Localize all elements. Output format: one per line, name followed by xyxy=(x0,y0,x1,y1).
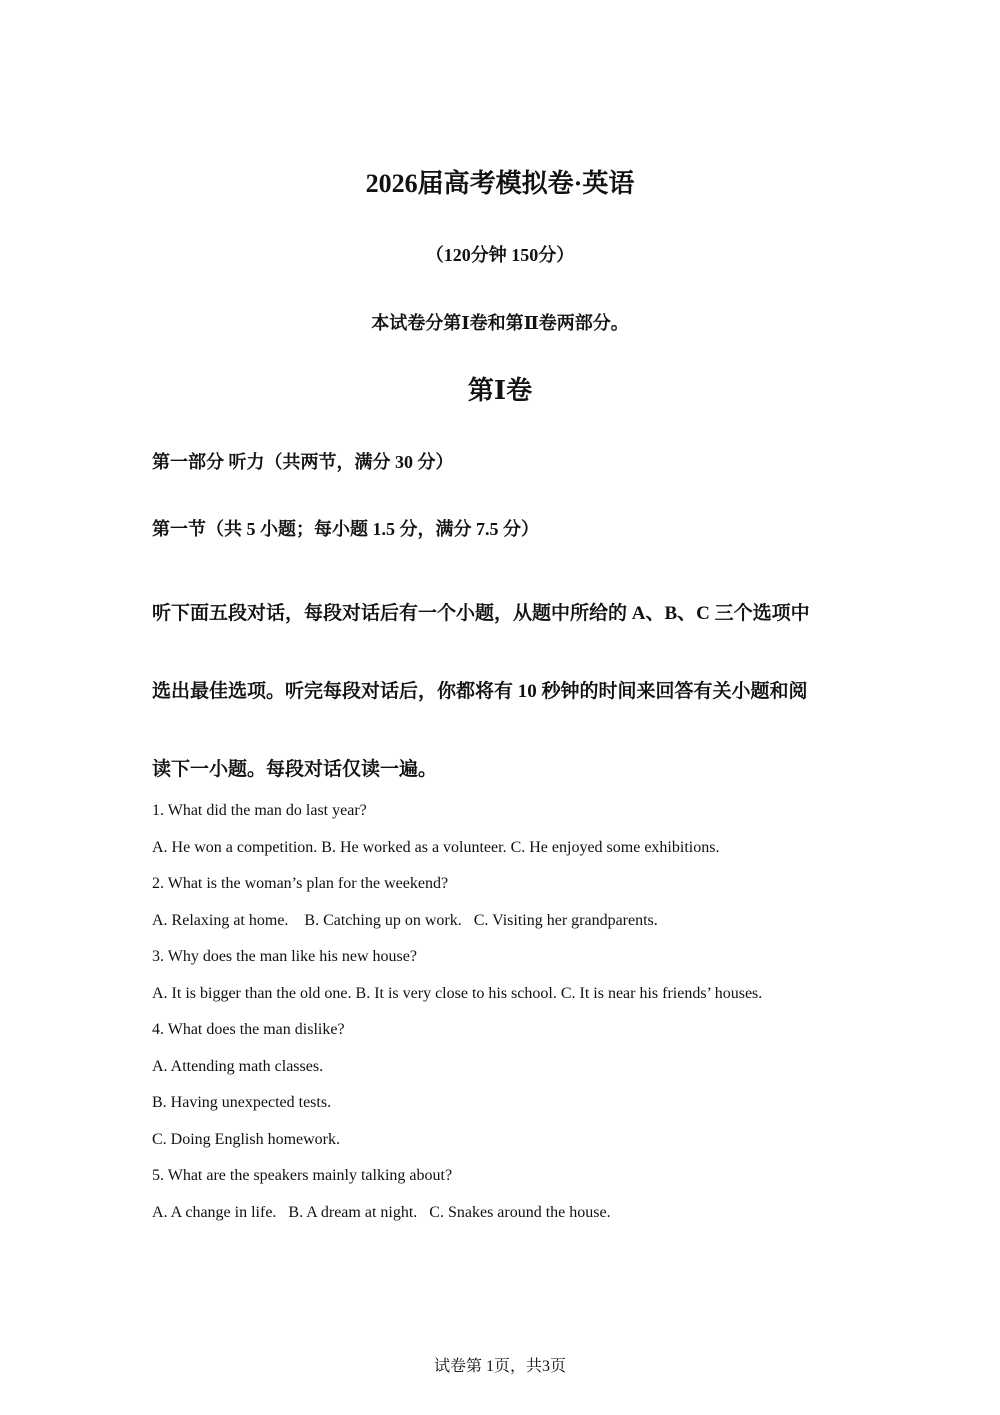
exam-duration-score: （120分钟 150分） xyxy=(425,245,575,265)
question-4: 4. What does the man dislike? xyxy=(152,1021,345,1038)
directions-line: 读下一小题。每段对话仅读一遍。 xyxy=(152,759,438,780)
question-1: 1. What did the man do last year? xyxy=(152,802,367,819)
part-heading: 第一部分 听力（共两节，满分 30 分） xyxy=(152,452,454,472)
volume-heading: 第Ⅰ卷 xyxy=(467,376,533,405)
question-2-options: A. Relaxing at home. B. Catching up on work. C. Visiting her grandparents. xyxy=(152,911,658,929)
directions-line: 选出最佳选项。听完每段对话后，你都将有 10 秒钟的时间来回答有关小题和阅 xyxy=(152,681,808,702)
exam-intro: 本试卷分第Ⅰ卷和第Ⅱ卷两部分。 xyxy=(371,313,629,333)
question-2: 2. What is the woman’s plan for the weekend? xyxy=(152,875,449,892)
question-3: 3. Why does the man like his new house? xyxy=(152,948,417,965)
question-4-option-b: B. Having unexpected tests. xyxy=(152,1094,332,1111)
question-5: 5. What are the speakers mainly talking about? xyxy=(152,1167,453,1184)
question-1-options: A. He won a competition. B. He worked as a volunteer. C. He enjoyed some exhibitions. xyxy=(152,838,720,856)
question-5-options: A. A change in life. B. A dream at night. C. Snakes around the house. xyxy=(152,1203,611,1221)
question-4-option-a: A. Attending math classes. xyxy=(152,1057,324,1075)
section-heading: 第一节（共 5 小题；每小题 1.5 分，满分 7.5 分） xyxy=(152,519,539,539)
question-list xyxy=(152,793,872,1231)
directions xyxy=(152,575,852,809)
question-3-options: A. It is bigger than the old one. B. It is very close to his school. C. It is near his friends’ houses. xyxy=(152,984,763,1002)
exam-title: 2026届高考模拟卷·英语 xyxy=(365,169,635,198)
question-4-option-c: C. Doing English homework. xyxy=(152,1130,340,1148)
page-footer: 试卷第 1页，共3页 xyxy=(433,1358,566,1375)
directions-line: 听下面五段对话，每段对话后有一个小题，从题中所给的 A、B、C 三个选项中 xyxy=(152,603,810,624)
